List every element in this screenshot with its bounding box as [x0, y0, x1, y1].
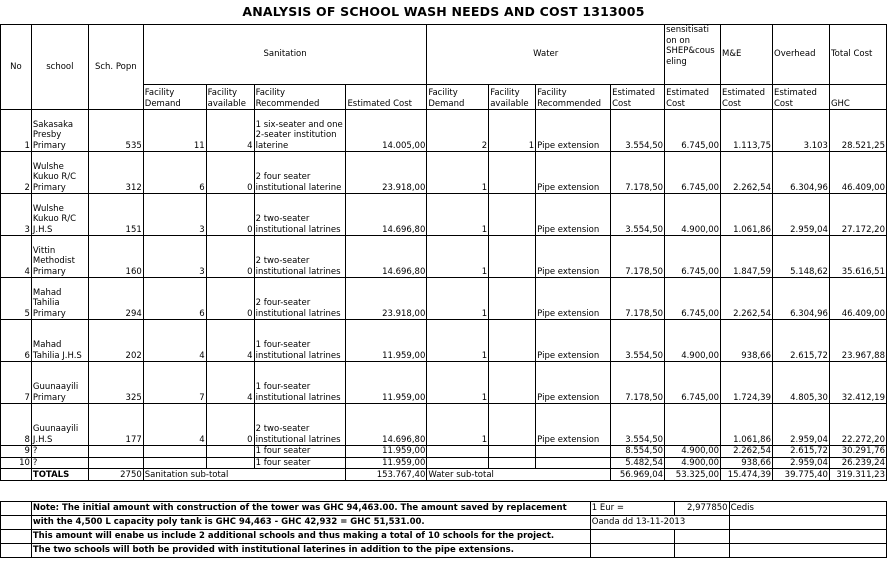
cell-ovh: 2.959,04	[773, 404, 830, 446]
cell-san-available: 0	[206, 236, 254, 278]
header-total-unit: GHC	[829, 85, 886, 110]
header-san-available: Facility available	[206, 85, 254, 110]
header-water: Water	[427, 25, 665, 85]
cell-san-cost: 11.959,00	[346, 446, 427, 458]
cell-wat-cost: 3.554,50	[611, 194, 665, 236]
cell-me: 2.262,54	[721, 152, 773, 194]
cell-san-demand: 4	[143, 320, 206, 362]
cell-popn: 535	[88, 110, 143, 152]
cell-school: Mahad Tahilia Primary	[31, 278, 88, 320]
cell-sens: 6.745,00	[665, 152, 721, 194]
cell-san-available: 0	[206, 152, 254, 194]
notes-table	[0, 501, 887, 558]
table-row	[1, 457, 887, 469]
cell-popn: 312	[88, 152, 143, 194]
totals-popn: 2750	[88, 469, 143, 481]
cell-total: 28.521,25	[829, 110, 886, 152]
cell-popn: 160	[88, 236, 143, 278]
cell-san-cost: 11.959,00	[346, 457, 427, 469]
cell-wat-demand	[427, 457, 489, 469]
cell-wat-cost: 3.554,50	[611, 404, 665, 446]
table-row	[1, 110, 887, 152]
cell-sens: 4.900,00	[665, 194, 721, 236]
sheet-title: ANALYSIS OF SCHOOL WASH NEEDS AND COST 1313005	[0, 0, 887, 25]
cell-total: 23.967,88	[829, 320, 886, 362]
cell-popn: 294	[88, 278, 143, 320]
cell-san-available: 4	[206, 110, 254, 152]
cell-wat-demand	[427, 446, 489, 458]
header-wat-recommended: Facility Recommended	[536, 85, 611, 110]
cell-me: 2.262,54	[721, 446, 773, 458]
cell-san-demand	[143, 446, 206, 458]
cell-san-cost: 11.959,00	[346, 320, 427, 362]
cell-total: 46.409,00	[829, 152, 886, 194]
cell-sens: 6.745,00	[665, 362, 721, 404]
cell-san-recommended: 2 two-seater institutional latrines	[254, 194, 346, 236]
cell-wat-recommended	[536, 446, 611, 458]
cell-popn	[88, 446, 143, 458]
cell-wat-recommended: Pipe extension	[536, 278, 611, 320]
cell-wat-cost: 7.178,50	[611, 152, 665, 194]
cell-wat-available	[489, 236, 536, 278]
cell-wat-cost: 7.178,50	[611, 236, 665, 278]
cell-wat-cost: 7.178,50	[611, 278, 665, 320]
cell-wat-recommended: Pipe extension	[536, 404, 611, 446]
cell-san-recommended: 1 four seater	[254, 446, 346, 458]
cell-san-available: 0	[206, 278, 254, 320]
cell-sens: 4.900,00	[665, 457, 721, 469]
cell-san-demand: 11	[143, 110, 206, 152]
header-san-demand: Facility Demand	[143, 85, 206, 110]
cell-no: 10	[1, 457, 32, 469]
table-row	[1, 320, 887, 362]
cell-ovh: 6.304,96	[773, 152, 830, 194]
cell-sens: 4.900,00	[665, 446, 721, 458]
cell-san-available	[206, 446, 254, 458]
cell-popn: 325	[88, 362, 143, 404]
cell-wat-cost: 7.178,50	[611, 362, 665, 404]
header-school: school	[31, 25, 88, 110]
cell-wat-demand: 1	[427, 362, 489, 404]
table-row	[1, 362, 887, 404]
header-sch-popn: Sch. Popn	[88, 25, 143, 110]
cell-wat-cost: 3.554,50	[611, 320, 665, 362]
cell-san-cost: 23.918,00	[346, 278, 427, 320]
totals-label: TOTALS	[31, 469, 88, 481]
cell-sens: 6.745,00	[665, 110, 721, 152]
cell-me: 1.847,59	[721, 236, 773, 278]
cell-ovh: 2.615,72	[773, 446, 830, 458]
totals-san-cost: 153.767,40	[346, 469, 427, 481]
cell-wat-cost: 3.554,50	[611, 110, 665, 152]
eur-value: 2,977850	[674, 502, 729, 516]
cell-wat-demand: 1	[427, 278, 489, 320]
cell-ovh: 4.805,30	[773, 362, 830, 404]
header-me-cost: Estimated Cost	[721, 85, 773, 110]
cell-sens: 4.900,00	[665, 320, 721, 362]
cell-no: 8	[1, 404, 32, 446]
cell-ovh: 3.103	[773, 110, 830, 152]
eur-label: 1 Eur =	[590, 502, 674, 516]
cell-san-recommended: 2 two-seater institutional latrines	[254, 404, 346, 446]
cell-wat-recommended: Pipe extension	[536, 110, 611, 152]
oanda-note: Oanda dd 13-11-2013	[590, 516, 729, 530]
cell-san-cost: 23.918,00	[346, 152, 427, 194]
totals-row	[1, 469, 887, 481]
cell-san-available: 0	[206, 404, 254, 446]
totals-san-label: Sanitation sub-total	[143, 469, 346, 481]
header-row-1	[1, 25, 887, 85]
cell-school: Vittin Methodist Primary	[31, 236, 88, 278]
cell-wat-available	[489, 320, 536, 362]
cell-sens	[665, 404, 721, 446]
cell-me: 938,66	[721, 457, 773, 469]
cell-me: 1.061,86	[721, 194, 773, 236]
header-ovh-cost: Estimated Cost	[773, 85, 830, 110]
cell-san-recommended: 2 four seater institutional laterine	[254, 152, 346, 194]
cell-no: 7	[1, 362, 32, 404]
cell-san-demand: 7	[143, 362, 206, 404]
cell-popn: 177	[88, 404, 143, 446]
cell-ovh: 2.615,72	[773, 320, 830, 362]
cell-no: 9	[1, 446, 32, 458]
cell-ovh: 2.959,04	[773, 194, 830, 236]
cell-san-cost: 14.696,80	[346, 194, 427, 236]
cell-wat-demand: 1	[427, 404, 489, 446]
cell-no: 5	[1, 278, 32, 320]
eur-unit: Cedis	[729, 502, 886, 516]
cell-wat-cost: 5.482,54	[611, 457, 665, 469]
cell-total: 32.412,19	[829, 362, 886, 404]
cell-total: 30.291,76	[829, 446, 886, 458]
table-row	[1, 278, 887, 320]
header-san-cost: Estimated Cost	[346, 85, 427, 110]
cell-san-demand: 3	[143, 236, 206, 278]
cell-school: ?	[31, 446, 88, 458]
cell-wat-available	[489, 446, 536, 458]
cell-wat-available	[489, 404, 536, 446]
totals-wat-label: Water sub-total	[427, 469, 611, 481]
cell-wat-available	[489, 152, 536, 194]
cell-sens: 6.745,00	[665, 278, 721, 320]
cell-wat-available	[489, 457, 536, 469]
cell-wat-cost: 8.554,50	[611, 446, 665, 458]
cell-san-demand: 4	[143, 404, 206, 446]
cell-no: 4	[1, 236, 32, 278]
cell-san-demand: 6	[143, 152, 206, 194]
cell-san-recommended: 1 four seater	[254, 457, 346, 469]
totals-sens: 53.325,00	[665, 469, 721, 481]
cell-san-cost: 14.696,80	[346, 236, 427, 278]
header-wat-demand: Facility Demand	[427, 85, 489, 110]
cell-wat-available: 1	[489, 110, 536, 152]
cell-total: 46.409,00	[829, 278, 886, 320]
cell-me: 1.724,39	[721, 362, 773, 404]
cell-me: 2.262,54	[721, 278, 773, 320]
cell-ovh: 6.304,96	[773, 278, 830, 320]
cell-popn: 151	[88, 194, 143, 236]
cell-wat-recommended: Pipe extension	[536, 362, 611, 404]
cell-san-available: 0	[206, 194, 254, 236]
cell-wat-recommended: Pipe extension	[536, 194, 611, 236]
note-line-2: with the 4,500 L capacity poly tank is GHC 94,463 - GHC 42,932 = GHC 51,531.00.	[31, 516, 590, 530]
cell-wat-recommended: Pipe extension	[536, 320, 611, 362]
cell-popn	[88, 457, 143, 469]
header-san-recommended: Facility Recommended	[254, 85, 346, 110]
cell-san-recommended: 1 four-seater institutional latrines	[254, 362, 346, 404]
header-sens-cost: Estimated Cost	[665, 85, 721, 110]
table-row	[1, 446, 887, 458]
header-me: M&E	[721, 25, 773, 85]
header-total-cost: Total Cost	[829, 25, 886, 85]
cell-wat-available	[489, 278, 536, 320]
totals-ovh: 39.775,40	[773, 469, 830, 481]
cell-wat-demand: 1	[427, 152, 489, 194]
header-sanitation: Sanitation	[143, 25, 427, 85]
cell-no: 6	[1, 320, 32, 362]
cell-san-recommended: 1 four-seater institutional latrines	[254, 320, 346, 362]
cell-school: Guunaayili Primary	[31, 362, 88, 404]
note-line-4: The two schools will both be provided with institutional laterines in addition to the pipe extensions.	[31, 544, 590, 558]
table-row	[1, 236, 887, 278]
cell-san-cost: 14.696,80	[346, 404, 427, 446]
cell-san-demand: 6	[143, 278, 206, 320]
table-row	[1, 152, 887, 194]
cell-school: Wulshe Kukuo R/C Primary	[31, 152, 88, 194]
cell-ovh: 5.148,62	[773, 236, 830, 278]
cell-wat-available	[489, 194, 536, 236]
cell-san-available: 4	[206, 362, 254, 404]
note-line-1: Note: The initial amount with construction of the tower was GHC 94,463.00. The amount saved by replacement	[31, 502, 590, 516]
cell-wat-demand: 2	[427, 110, 489, 152]
cell-total: 26.239,24	[829, 457, 886, 469]
cell-no: 2	[1, 152, 32, 194]
cell-me: 938,66	[721, 320, 773, 362]
cell-me: 1.061,86	[721, 404, 773, 446]
table-row	[1, 194, 887, 236]
cell-total: 22.272,20	[829, 404, 886, 446]
totals-wat-cost: 56.969,04	[611, 469, 665, 481]
cell-wat-demand: 1	[427, 236, 489, 278]
cell-school: Guunaayili J.H.S	[31, 404, 88, 446]
totals-me: 15.474,39	[721, 469, 773, 481]
header-wat-cost: Estimated Cost	[611, 85, 665, 110]
header-no: No	[1, 25, 32, 110]
cell-san-demand	[143, 457, 206, 469]
cell-wat-available	[489, 362, 536, 404]
totals-total: 319.311,23	[829, 469, 886, 481]
cell-school: ?	[31, 457, 88, 469]
note-line-3: This amount will enabe us include 2 additional schools and thus making a total of 10 schools for the project.	[31, 530, 590, 544]
cell-san-recommended: 1 six-seater and one 2-seater institution laterine	[254, 110, 346, 152]
cell-san-demand: 3	[143, 194, 206, 236]
cell-san-available: 4	[206, 320, 254, 362]
cell-wat-recommended: Pipe extension	[536, 152, 611, 194]
cell-san-recommended: 2 two-seater institutional latrines	[254, 236, 346, 278]
cell-san-cost: 14.005,00	[346, 110, 427, 152]
table-row	[1, 404, 887, 446]
header-overhead: Overhead	[773, 25, 830, 85]
cell-total: 35.616,51	[829, 236, 886, 278]
cell-san-cost: 11.959,00	[346, 362, 427, 404]
header-wat-available: Facility available	[489, 85, 536, 110]
cell-wat-demand: 1	[427, 194, 489, 236]
cell-me: 1.113,75	[721, 110, 773, 152]
cell-wat-demand: 1	[427, 320, 489, 362]
cell-no: 1	[1, 110, 32, 152]
cell-school: Mahad Tahilia J.H.S	[31, 320, 88, 362]
cell-total: 27.172,20	[829, 194, 886, 236]
cell-school: Wulshe Kukuo R/C J.H.S	[31, 194, 88, 236]
cell-wat-recommended	[536, 457, 611, 469]
cell-no: 3	[1, 194, 32, 236]
header-sensitisation: sensitisati on on SHEP&cous eling	[665, 25, 721, 85]
cell-san-available	[206, 457, 254, 469]
wash-cost-table	[0, 24, 887, 481]
cell-san-recommended: 2 four-seater institutional latrines	[254, 278, 346, 320]
cell-sens: 6.745,00	[665, 236, 721, 278]
cell-wat-recommended: Pipe extension	[536, 236, 611, 278]
cell-popn: 202	[88, 320, 143, 362]
cell-ovh: 2.959,04	[773, 457, 830, 469]
cell-school: Sakasaka Presby Primary	[31, 110, 88, 152]
